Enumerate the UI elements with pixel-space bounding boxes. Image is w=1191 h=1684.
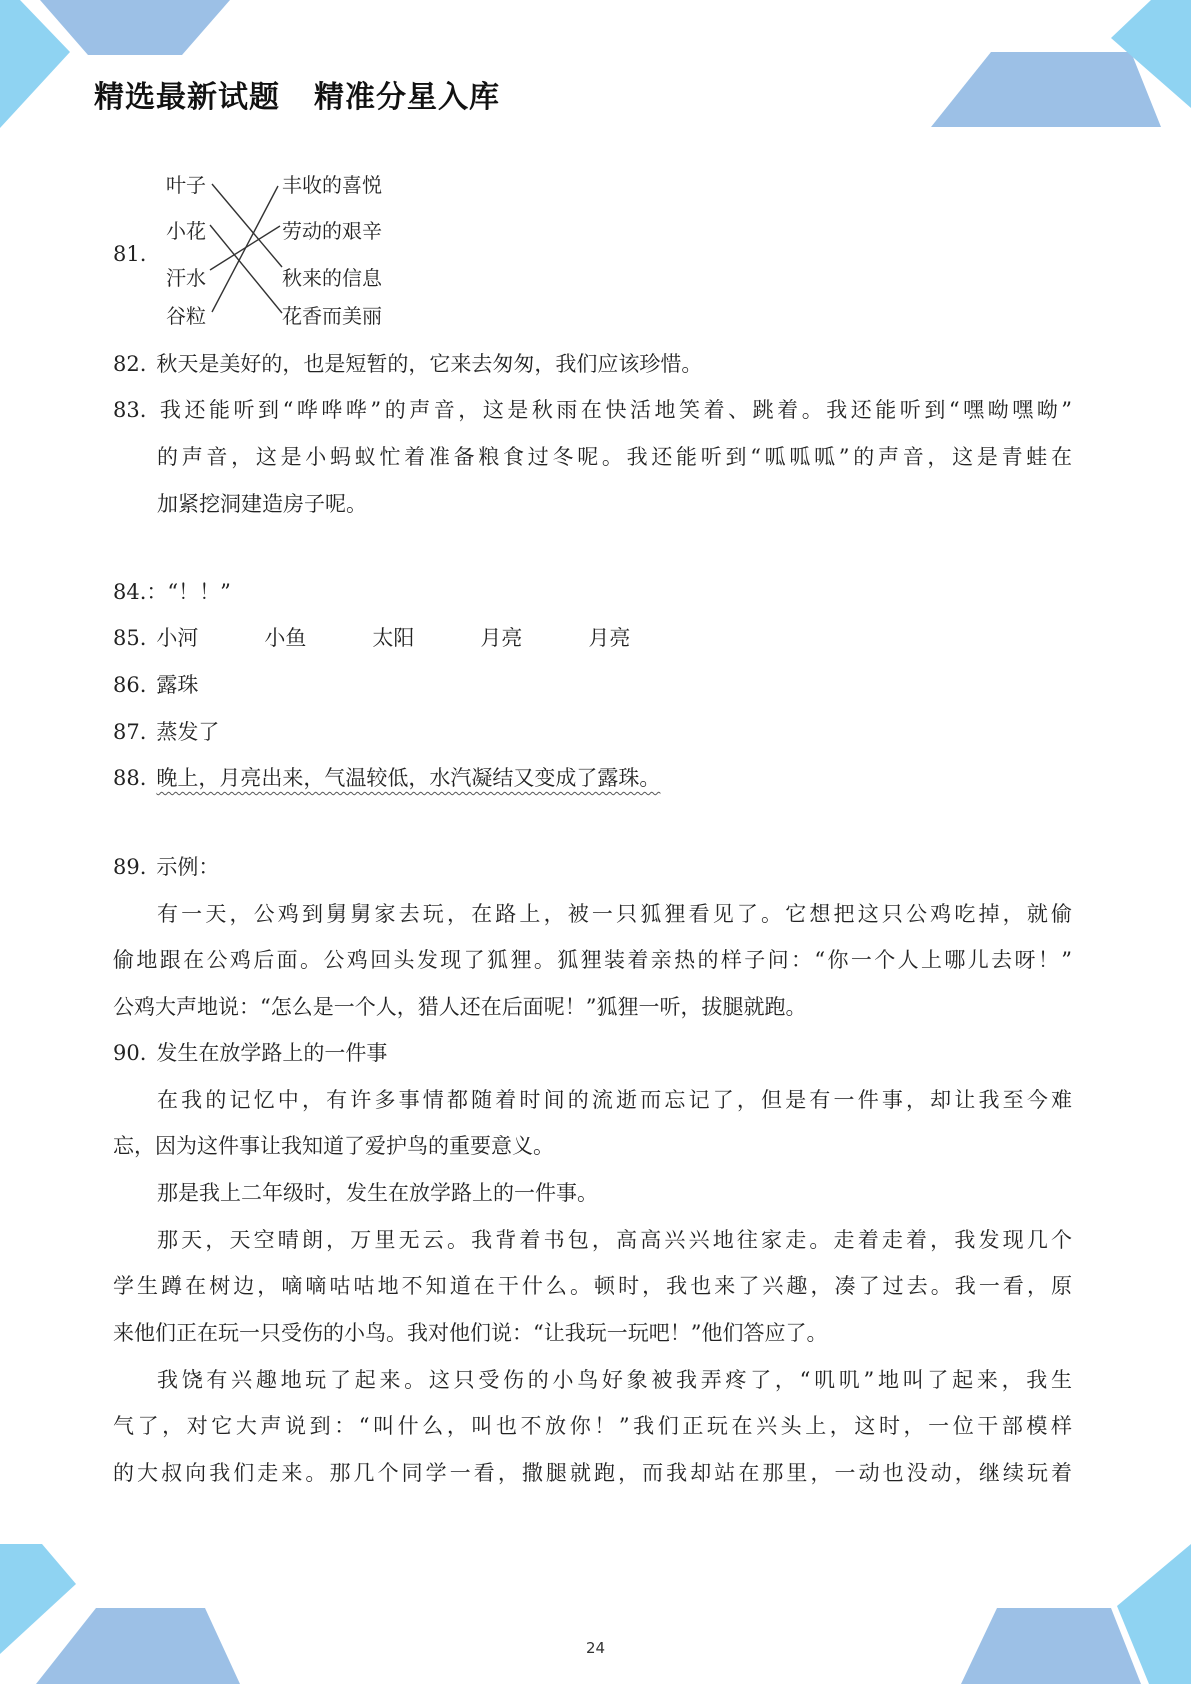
question-number: 89. bbox=[113, 855, 147, 879]
q81-match-lines bbox=[200, 170, 300, 330]
q90-p4-line3: 的大叔向我们走来。那几个同学一看，撒腿就跑，而我却站在那里，一动也没动，继续玩着 bbox=[113, 1461, 1072, 1485]
match-line-leaf-to-autumn bbox=[212, 184, 282, 267]
q81-right-item: 花香而美丽 bbox=[282, 304, 382, 328]
q81-number: 81. bbox=[113, 242, 147, 266]
q81-right-item: 秋来的信息 bbox=[282, 266, 382, 290]
q87-answer bbox=[113, 722, 219, 743]
answer-item: 月亮 bbox=[480, 626, 523, 650]
answer-item: 小鱼 bbox=[264, 626, 307, 650]
q89-label bbox=[113, 857, 219, 878]
q82-answer bbox=[113, 354, 702, 375]
answer-item: 小河 bbox=[156, 626, 199, 650]
bottom-right-decoration bbox=[931, 1544, 1191, 1684]
q90-p3-line1: 那天，天空晴朗，万里无云。我背着书包，高高兴兴地往家走。走着走着，我发现几个 bbox=[157, 1228, 1072, 1252]
answer-text: 我还能听到“哗哗哗”的声音，这是秋雨在快活地笑着、跳着。我还能听到“嘿呦嘿呦” bbox=[156, 398, 1072, 422]
essay-title: 发生在放学路上的一件事 bbox=[156, 1041, 388, 1065]
match-line-flower-to-fragrance bbox=[210, 225, 282, 313]
q81-right-item: 劳动的艰辛 bbox=[282, 219, 382, 243]
q81-left-item: 谷粒 bbox=[166, 304, 206, 328]
answer-text: 晚上，月亮出来，气温较低，水汽凝结又变成了露珠。 bbox=[156, 766, 661, 790]
q81-left-item: 小花 bbox=[166, 219, 206, 243]
q89-line2: 偷地跟在公鸡后面。公鸡回头发现了狐狸。狐狸装着亲热的样子问：“你一个人上哪儿去呀！” bbox=[113, 948, 1072, 972]
q81-left-item: 叶子 bbox=[166, 173, 206, 197]
question-number: 88. bbox=[113, 766, 147, 790]
q90-p4-line1: 我饶有兴趣地玩了起来。这只受伤的小鸟好象被我弄疼了，“叽叽”地叫了起来，我生 bbox=[157, 1368, 1072, 1392]
q90-p4-line2: 气了，对它大声说到：“叫什么，叫也不放你！”我们正玩在兴头上，这时，一位干部模样 bbox=[113, 1414, 1072, 1438]
q81-left-item: 汗水 bbox=[166, 266, 206, 290]
top-right-decoration bbox=[931, 0, 1191, 130]
question-number: 85. bbox=[113, 626, 147, 650]
q90-p3-line2: 学生蹲在树边，嘀嘀咕咕地不知道在干什么。顿时，我也来了兴趣，凑了过去。我一看，原 bbox=[113, 1274, 1072, 1298]
q81-right-item: 丰收的喜悦 bbox=[282, 173, 382, 197]
bottom-left-decoration bbox=[0, 1544, 260, 1684]
header-title-part2: 精准分星入库 bbox=[314, 80, 500, 115]
header-title bbox=[94, 72, 500, 116]
question-number: 87. bbox=[113, 720, 147, 744]
q88-answer bbox=[113, 768, 660, 789]
page-number: 24 bbox=[585, 1639, 606, 1657]
q86-answer bbox=[113, 675, 198, 696]
header-title-part1: 精选最新试题 bbox=[94, 80, 280, 115]
answer-item: 太阳 bbox=[372, 626, 415, 650]
answer-label: 示例： bbox=[156, 855, 220, 879]
question-number: 83. bbox=[113, 398, 147, 422]
question-number: 84. bbox=[113, 580, 147, 604]
question-number: 90. bbox=[113, 1041, 147, 1065]
answer-item: 月亮 bbox=[588, 626, 631, 650]
q83-line1 bbox=[113, 400, 1072, 421]
q90-title bbox=[113, 1043, 387, 1064]
answer-text: 秋天是美好的，也是短暂的，它来去匆匆，我们应该珍惜。 bbox=[156, 352, 703, 376]
q84-answer bbox=[113, 582, 231, 603]
match-line-grain-to-harvest bbox=[212, 186, 278, 312]
answer-text: 蒸发了 bbox=[156, 720, 220, 744]
q90-p1-line2: 忘，因为这件事让我知道了爱护鸟的重要意义。 bbox=[113, 1134, 554, 1158]
q85-answer bbox=[113, 628, 696, 649]
q89-line3: 公鸡大声地说：“怎么是一个人，猎人还在后面呢！”狐狸一听，拔腿就跑。 bbox=[113, 995, 807, 1019]
q90-p3-line3: 来他们正在玩一只受伤的小鸟。我对他们说：“让我玩一玩吧！”他们答应了。 bbox=[113, 1321, 828, 1345]
question-number: 86. bbox=[113, 673, 147, 697]
answer-text: 露珠 bbox=[156, 673, 199, 697]
q83-line3: 加紧挖洞建造房子呢。 bbox=[157, 492, 367, 516]
question-number: 82. bbox=[113, 352, 147, 376]
answer-text: ：“！！” bbox=[146, 580, 231, 604]
q90-p1-line1: 在我的记忆中，有许多事情都随着时间的流逝而忘记了，但是有一件事，却让我至今难 bbox=[157, 1088, 1072, 1112]
q83-line2: 的声音，这是小蚂蚁忙着准备粮食过冬呢。我还能听到“呱呱呱”的声音，这是青蛙在 bbox=[157, 445, 1072, 469]
q89-line1: 有一天，公鸡到舅舅家去玩，在路上，被一只狐狸看见了。它想把这只公鸡吃掉，就偷 bbox=[157, 902, 1072, 926]
q90-p2-line1: 那是我上二年级时，发生在放学路上的一件事。 bbox=[157, 1181, 598, 1205]
